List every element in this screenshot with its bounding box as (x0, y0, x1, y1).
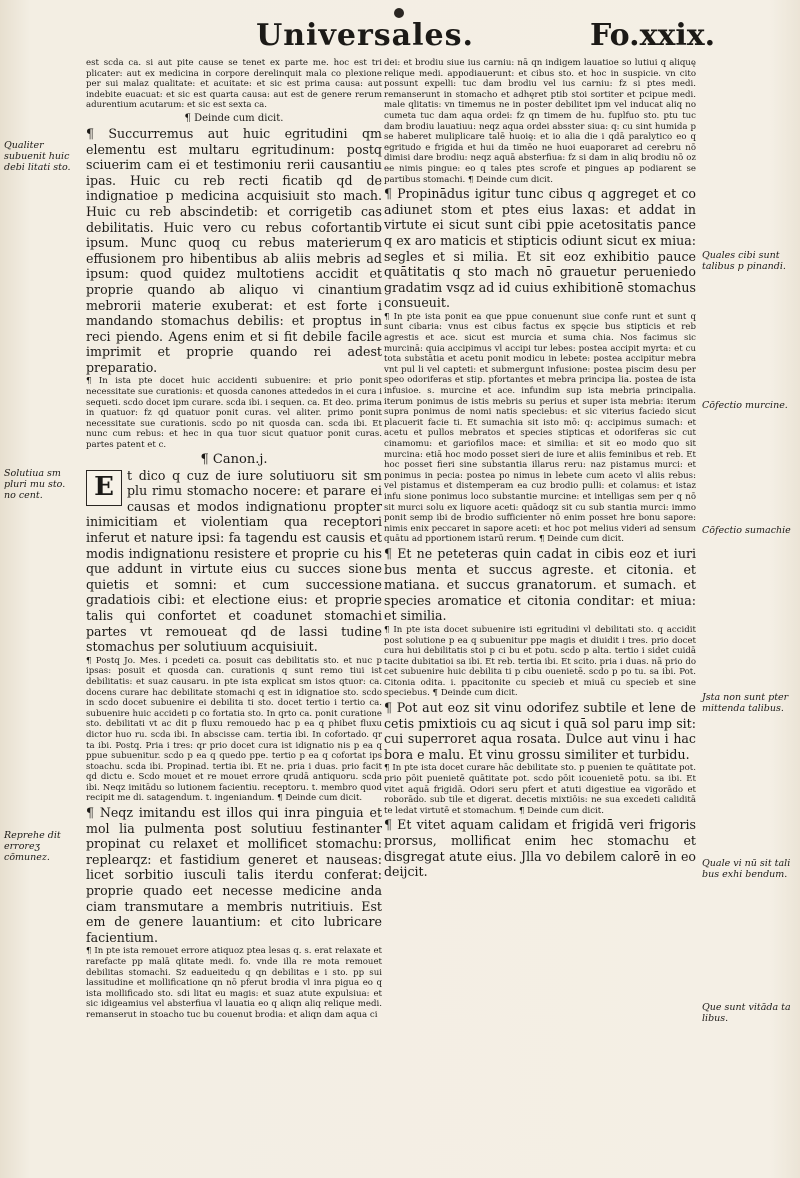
margin-note: Quale vi nū sit tali bus exhi bendum. (702, 858, 791, 880)
section-heading (86, 452, 382, 467)
left-text-column (86, 58, 382, 1173)
decorated-initial: E (86, 470, 122, 506)
text-paragraph (384, 817, 696, 879)
paragraph-text: ¶ Deinde cum dicit. (184, 112, 284, 124)
paragraph-text: ¶ Canon.j. (200, 451, 268, 467)
folio-number: Fo.xxix. (590, 18, 716, 53)
text-paragraph (384, 546, 696, 624)
text-paragraph (384, 312, 696, 545)
margin-note: Cōfectio sumachie (702, 525, 791, 536)
margin-note: Que sunt vitāda ta libus. (702, 1002, 791, 1024)
paragraph-text: ¶ Pot aut eoz sit vinu odorifez subtile et lene de cetis pmixtiois cu aq sicut i quā sol paru imp sit: cui superroret aqua rosata. Dulce aut vinu i hac bora e malu. Et vinu grossu similiter et turbidu. (384, 700, 696, 762)
margin-note: Quales cibi sunt talibus p pinandi. (702, 250, 786, 272)
section-heading (86, 112, 382, 125)
text-paragraph (384, 186, 696, 311)
paragraph-text: dei: et brodiu siue ius carniu: nā qn indigem lauatioe so lutiui q aliquę relique medi. appodiauerunt: et cibus sto. et hoc in suspicie. vn cito possunt expelli: tuc dam brodiu vel ius carniu: fz si ptes medi. remanserunt in stomacho et adhęret ptib stoi sortiter et pcipue medi. male qlitatis: vn timemus ne in poster debilitet ipm vel inducat aliq no cumeta tuc dam aqua ordei: fz qn timem de hu. fuplfuo sto. ptu tuc dam brodiu lauatiuu: neqz aqua ordei absster siua: q: cu sint humida p se haberet muliplicare talē huoię: et io alia die i qdā paralytico eo q egritudo e frigida et hui da timēo ne huoi euaporaret ad cerebru nō dimisi dare brodiu: neqz aquā absterfiua: fz si dam in aliq brodiu nō oz ee nimis pingue: eo q tales ptes scrofe et pingues ap podiarent se partibus stomachi. ¶ Deinde cum dicit. (384, 58, 696, 185)
margin-note: Jsta non sunt pter mittenda talibus. (702, 692, 789, 714)
text-paragraph (86, 126, 382, 376)
right-text-column (384, 58, 696, 1173)
paragraph-text: ¶ In pte ista docet curare hāc debilitate sto. p puenien te quātitate pot. prio pōit puenietē quātitate pot. scdo pōit icouenietē potu. sa ibi. Et vitet aquā frigidā. Odori seru pfert et atuti digestiue ea vigorādo et roborādo. sub tile et digerat. decetis mixtiōis: ne sua excedeti caliditā te ledat virtutē et stomachum. ¶ Deinde cum dicit. (384, 763, 696, 816)
paragraph-text: ¶ In pte ista remouet errore atiquoz ptea lesas q. s. erat relaxate et rarefacte pp malā qlitate medi. fo. vnde illa re mota remouet debilitas stomachi. Sz eadueitedu q qn debilitas e i sto. pp sui lassitudine et mollificatione qn nō pferut brodia vl inra pigua eo q ista mollificado sto. sdi litat eu magis: et suaz atute expulsiua: et sic idigeamius vel absterfiua vl lauatia eo q aliqn aliq relique medi. remanserut in stoacho tuc bu couenut brodia: et aliqn dam aqua ci (86, 946, 382, 1020)
text-paragraph (86, 376, 382, 450)
text-paragraph (384, 763, 696, 816)
paragraph-text: ¶ Neqz imitandu est illos qui inra pinguia et mol lia pulmenta post solutiuu festinanter propinat cu relaxet et mollificet stomachu: replearqz: et fastidium generet et nauseas: licet sorbitio iusculi talis iterdu conferat: proprie quado eet necesse medicine anda ciam transmutare a membris nutritiuis. Est em de genere lauantium: et cito lubricare facientium. (86, 805, 382, 945)
margin-note: Qualiter subuenit huic debi litati sto. (4, 140, 71, 173)
paragraph-text: ¶ In pte ista ponit ea que ppue conuenunt siue confe runt et sunt q sunt cibaria: vnus est cibus factus ex spęcie bus stipticis et reb agrestis et ace. sicut est murcia et suma chia. Nos facimus sic murcinā: quia accipimus vl accipi tur lebes: postea accipit myrta: et cu tota substātia et acetu ponit modicu in lebete: postea accipitur mebra vnt pul li vel capteti: et submergunt infusione: postea piscim desu per speo odoriferas et stip. pfortantes et mebra principa lia. postea de ista infusioe. s. murcine et ace. infundim sup ista mebria principalia. iterum ponimus de istis mebris su perius et super ista mebria: iterum supra ponimus de nomi natis speciebus: et sic viterius faciedo sicut placuerit facie ti. Et sumachia sit isto mō: q: accipimus sumach: et acetu et pullos mebratos et species stipticas et odoriferas sic cut cinamomu: et gariofilos mace: et similia: et sit eo modo quo sit murcina: etiā hoc modo posset sieri de iure et aliis feminibus et reb. Et hoc posset fieri sine substantia illarus reru: naz pistamus murci: et ponimus in pecia: postea po nimus in lebete cum aceto vl aliis rebus: vel pistamus et distemperam ea cuz brodio pulli: et colamus: et istaz infu sione ponimus loco substantie murcine: et intelligas sem per q nō sit murci solu ex liquore aceti: quādoqz sit cu sub stantia murci: immo ponit semp ibi de brodio sufficienter nō enim posset hre bonu sapore: nimis enix peccaret in sapore aceti: et hoc pot melius videri ad sensum quātu ad pportionem istarū rerum. ¶ Deinde cum dicit. (384, 311, 696, 545)
paragraph-text: est scda ca. si aut pite cause se tenet ex parte me. hoc est tri plicater: aut ex medicina in corpore derelinquit mala co plexione per sui malaz qualitate: et acuitate: et sic est prima causa: aut indebite euacuat: et sic est quarta causa: aut est de genere rerum adurentium acutarum: et sic est sexta ca. (86, 58, 382, 111)
margin-note: Cōfectio murcine. (702, 400, 788, 411)
paragraph-text: ¶ Propinādus igitur tunc cibus q aggreget et co adiunet stom et ptes eius laxas: et addat in virtute ei sicut sunt cibi ppie acetositatis pance q ex aro maticis et stipticis odiunt sicut ex miua: segles et si milia. Et sit eoz exhibitio pauce quātitatis q sto mach nō grauetur perueniedo gradatim vsqz ad id cuius exhibitionē stomachus consueuit. (384, 186, 696, 311)
ink-dot (394, 8, 404, 18)
paragraph-text: t dico q cuz de iure solutiuoru sit sm plu rimu stomacho nocere: et parare ei causas et modos indignationu propter inimicitiam et violentiam qua receptori inferut et nature ipsi: fa tagendu est causis et modis indignationu resistere et proprie cu his que addunt in virtute eius cu succes sione quietis et somni: et cum successione gradatiois cibi: et electione eius: et proprie talis qui confortet et coadunet stomachi partes vt remoueat qd de lassi tudine stomachus per solutiuum acquisiuit. (86, 467, 382, 655)
text-paragraph (86, 468, 382, 655)
margin-note: Reprehe dit erroreʒ cōmunez. (4, 830, 61, 863)
text-paragraph (86, 946, 382, 1020)
text-paragraph (384, 58, 696, 185)
text-paragraph (86, 805, 382, 945)
paragraph-text: ¶ In pte ista docet subuenire isti egritudini vl debilitati sto. q accidit post solutione p ea q subuenitur ppe magis et diuidit i tres. prio docet cura hui debilitatis stoi p ci bu et potu. scdo p alta. tertio i sidet cuidā tacite dubitatioi sa ibi. Et reb. tertia ibi. Et scito. pria i duas. nā prio do cet subuenire huic debilita ti p cibu ouenietē. scdo p po tu. sa ibi. Pot. Citonia odita. i. ppacitonite cu specieb et miuā cu specieb et sine speciebus. ¶ Deinde cum dicit. (384, 624, 696, 699)
paragraph-text: ¶ Succurremus aut huic egritudini qm elementu est multaru egritudinum: postq sciuerim cam ei et testimoniu rerii causantiu ipas. Huic cu reb recti ficatib qd de indignatioe p medicina acquisiuit sto mach. Huic cu reb abscindetib: et corrigetib cas debilitatis. Huic vero cu rebus cofortantib ipsum. Munc quoq cu rebus materierum effusionem pro hibentibus ab aliis mebris ad ipsum: quod quidez multotiens accidit et proprie quando ab aliquo vi cinantium mebrorii materie exuberat: et est forte i mandando stomachus debilis: et proptus in reci piendo. Agens enim et si fit debile facile imprimit et proprie quando rei adest preparatio. (86, 125, 382, 375)
text-paragraph (86, 656, 382, 804)
paragraph-text: ¶ Et ne peteteras quin cadat in cibis eoz et iuri bus menta et succus agreste. et citonia. et matiana. et succus granatorum. et sumach. et species aromatice et citonia conditar: et miua: et similia. (384, 545, 696, 624)
paragraph-text: ¶ Postq Jo. Mes. i pcedeti ca. posuit cas debilitatis sto. et nuc p ipsas: posuit et quosda can. curationis q sunt remo tiui ist debilitatis: et suaz causaru. in pte ista explicat sm istos qtuor: ca. docens curare hac debilitate stomachi q est in idignatioe sto. scdo in scdo docet subuenire ei debilita ti sto. docet tertio i tertio ca. subuenire huic accideti p co fortatia sto. In qrto ca. ponit curatione sto. debilitati vt ac dit p fluxu remouedo hac p ea q phibet fluxu dictor huo ru. scda ibi. In abscisse cam. tertia ibi. In cofortado. qr ta ibi. Postq. Pria i tres: qr prio docet cura ist idignatio nis p ea q ppue subuenitur. scdo p ea q quedo ppe. tertio p ea q cofortat ips stoachu. scda ibi. Propinad. tertia ibi. Et ne. pria i duas. prio facit qd dictu e. Scdo mouet et re mouet errore qrudā antiquoru. scda ibi. Neqz imitādu so lutionem facientiu. receptoru. t. membro quod recipit me di. satagendum. t. ingeniandum. ¶ Deinde cum dicit. (86, 655, 382, 804)
text-paragraph (86, 58, 382, 111)
running-head-title: Universales. (256, 18, 474, 53)
paragraph-text: ¶ Et vitet aquam calidam et frigidā veri frigoris prorsus, mollificat enim hec stomachu et disgregat atute eius. Jlla vo debilem calorē in eo deijcit. (384, 817, 696, 880)
paragraph-text: ¶ In ista pte docet huic accidenti subuenire: et prio ponit necessitate sue curationis: et quosda canones attededos in ei cura i sequeti. scdo docet ipm curare. scda ibi. i sequen. ca. Et deo. prima in quatuor: fz qd quatuor ponit curas. vel aliter. primo ponit necessitate sue curationis. scdo po nit quosda can. scda ibi. Et nunc cum rebus: et hec in qua tuor sicut quatuor ponit curas. partes patent et c. (86, 376, 382, 451)
text-paragraph (384, 625, 696, 699)
margin-note: Solutiua sm pluri mu sto. no cent. (4, 468, 66, 501)
text-paragraph (384, 700, 696, 762)
